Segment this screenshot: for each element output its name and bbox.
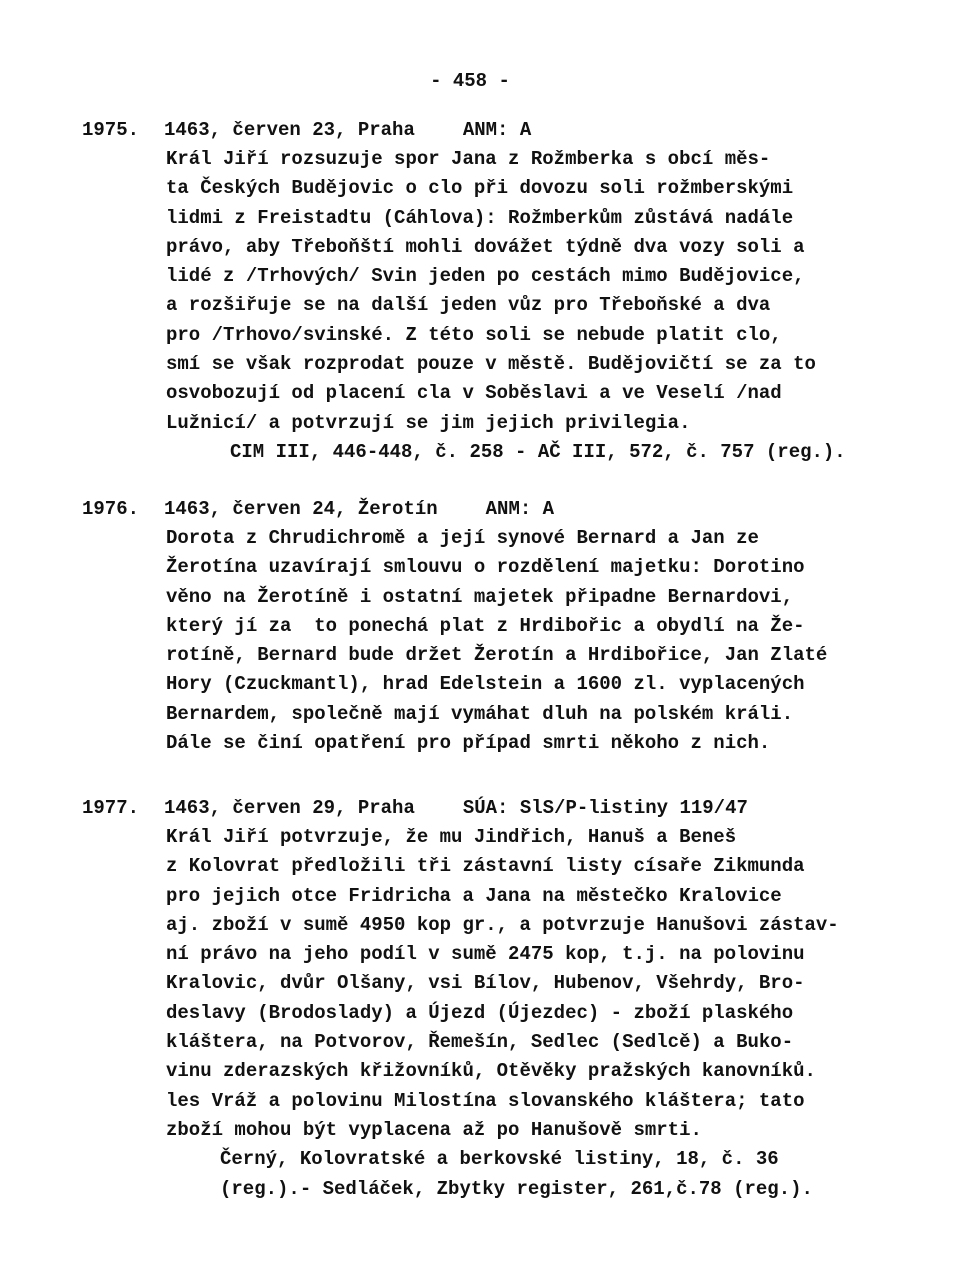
body-line: z Kolovrat předložili tři zástavní listy císaře Zikmunda: [166, 855, 805, 878]
entry-number: 1977.: [82, 797, 140, 819]
body-line: Král Jiří potvrzuje, že mu Jindřich, Hanuš a Beneš: [166, 826, 737, 848]
entry-date-place: 1463, červen 23, Praha: [164, 119, 415, 141]
body-line: právo, aby Třeboňští mohli dovážet týdně dva vozy soli a: [166, 235, 805, 258]
entry-date-place: 1463, červen 24, Žerotín: [164, 498, 438, 520]
entry-archive: ANM: A: [462, 119, 532, 141]
body-line: lidmi z Freistadtu (Cáhlova): Rožmberkům zůstává nadále: [166, 206, 794, 229]
body-line: Kralovic, dvůr Olšany, vsi Bílov, Hubenov, Všehrdy, Bro-: [166, 972, 805, 995]
regest-entry-1976: [82, 495, 882, 758]
body-line: a rozšiřuje se na další jeden vůz pro Třeboňské a dva: [166, 294, 771, 317]
entry-number: 1976.: [82, 498, 140, 520]
source-line: (reg.).- Sedláček, Zbytky register, 261,č.78 (reg.).: [220, 1177, 813, 1200]
entry-date-place: 1463, červen 29, Praha: [164, 797, 415, 819]
body-line: rotíně, Bernard bude držet Žerotín a Hrdibořice, Jan Zlaté: [166, 644, 828, 667]
body-line: Král Jiří rozsuzuje spor Jana z Rožmberka s obcí měs-: [166, 148, 771, 170]
body-line: ní právo na jeho podíl v sumě 2475 kop, t.j. na polovinu: [166, 943, 805, 966]
body-line: Bernardem, společně mají vymáhat dluh na polském králi.: [166, 702, 794, 725]
entry-archive: SÚA: SlS/P-listiny 119/47: [462, 797, 748, 819]
body-line: Dorota z Chrudichromě a její synové Bernard a Jan ze: [166, 527, 759, 549]
body-line: zboží mohou být vyplacena až po Hanušově smrti.: [166, 1118, 702, 1141]
entry-heading: [82, 495, 882, 524]
entry-body: [166, 524, 882, 758]
source-line: CIM III, 446-448, č. 258 - AČ III, 572, č. 757 (reg.).: [230, 440, 846, 463]
body-line: aj. zboží v sumě 4950 kop gr., a potvrzuje Hanušovi zástav-: [166, 913, 839, 936]
body-line: věno na Žerotíně i ostatní majetek připadne Bernardovi,: [166, 585, 794, 608]
body-line: smí se však rozprodat pouze v městě. Budějovičtí se za to: [166, 353, 816, 376]
entry-source: [230, 438, 882, 467]
entry-number: 1975.: [82, 119, 140, 141]
entry-body: [166, 823, 882, 1145]
body-line: Žerotína uzavírají smlouvu o rozdělení majetku: Dorotino: [166, 556, 805, 579]
entry-source: [220, 1145, 882, 1204]
body-line: Hory (Czuckmantl), hrad Edelstein a 1600 zl. vyplacených: [166, 673, 805, 696]
body-line: ta Českých Budějovic o clo při dovozu soli rožmberskými: [166, 177, 794, 200]
entry-heading: [82, 116, 882, 145]
regest-entry-1975: [82, 116, 882, 467]
body-line: pro /Trhovo/svinské. Z této soli se nebude platit clo,: [166, 323, 782, 346]
entry-archive: ANM: A: [485, 498, 555, 520]
body-line: Lužnicí/ a potvrzují se jim jejich privilegia.: [166, 411, 691, 434]
page-number: - 458 -: [430, 70, 510, 92]
body-line: osvobozují od placení cla v Soběslavi a ve Veselí /nad: [166, 382, 782, 405]
entry-heading: [82, 794, 882, 823]
body-line: deslavy (Brodoslady) a Újezd (Újezdec) - zboží plaského: [166, 1001, 794, 1024]
body-line: vinu zderazských křižovníků, Otěvěky pražských kanovníků.: [166, 1060, 816, 1083]
regest-entry-1977: [82, 794, 882, 1204]
body-line: který jí za to ponechá plat z Hrdibořic a obydlí na Že-: [166, 614, 805, 637]
body-line: kláštera, na Potvorov, Řemešín, Sedlec (Sedlcě) a Buko-: [166, 1031, 794, 1054]
body-line: les Vráž a polovinu Milostína slovanského kláštera; tato: [166, 1089, 805, 1112]
body-line: lidé z /Trhových/ Svin jeden po cestách mimo Budějovice,: [166, 265, 805, 288]
source-line: Černý, Kolovratské a berkovské listiny, 18, č. 36: [220, 1148, 779, 1171]
entry-body: [166, 145, 882, 438]
body-line: pro jejich otce Fridricha a Jana na městečko Kralovice: [166, 884, 782, 907]
body-line: Dále se činí opatření pro případ smrti někoho z nich.: [166, 732, 771, 755]
